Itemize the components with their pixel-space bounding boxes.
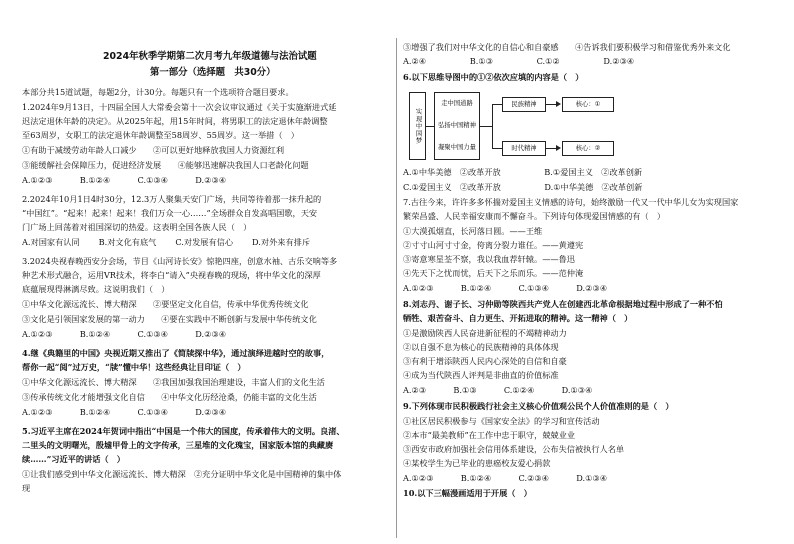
q6-stem: 6.以下思维导图中的①②依次应填的内容是（ ）	[403, 72, 584, 82]
q1-option-line: ①有助于减缓劳动年龄人口减少 ②可以更好地释放我国人力资源红利	[22, 145, 285, 155]
q9-option-line: ②本市“最美教师”在工作中忠于职守，兢兢业业	[403, 430, 576, 440]
q7-choices: A.①②③ B.①②④ C.①③④ D.②③④	[403, 283, 608, 293]
q5-choices: A.②④ B.①③ C.①② D.②③④	[403, 56, 635, 66]
instructions: 本部分共15道试题，每题2分，计30分。每题只有一个选项符合题目要求。	[22, 87, 294, 97]
q5-option-line: ①让我们感受到中华文化源远流长、博大精深 ②充分证明中华文化是中国精神的集中体	[22, 469, 342, 479]
q1-stem-line: 迟法定退休年龄的决定》。从2025年起，用15年时间，将男职工的法定退休年龄调整	[22, 116, 328, 126]
connector-line	[492, 104, 502, 105]
q3-stem-line: 底蕴展现得淋漓尽致。这说明我们（ ）	[22, 284, 170, 294]
q9-choices: A.①②③ B.①②④ C.②③④ D.①③④	[403, 473, 608, 483]
diagram-mid-item: 凝聚中国力量	[438, 144, 476, 151]
q8-option-line: ②以自强不息为核心的民族精神的具体体现	[403, 342, 559, 352]
q9-option-line: ①社区居民积极参与《国家安全法》的学习和宣传活动	[403, 416, 600, 426]
q3-stem-line: 3.2024央视春晚西安分会场，节目《山河诗长安》惊艳四座，创意水袖、古乐交响等多	[22, 256, 338, 266]
q5-stem-line: 续……”习近平的讲话（ ）	[22, 454, 125, 464]
q4-option-line: ①中华文化源远流长、博大精深 ②我国加强我国治理建设，丰富人们的文化生活	[22, 377, 325, 387]
q8-option-line: ③有利于增添陕西人民内心深处的自信和自豪	[403, 356, 567, 366]
q7-option-line: ②寸寸山河寸寸金，侉离分裂力谁任。——黄遵宪	[403, 240, 584, 250]
diagram-spirit-box: 时代精神	[502, 141, 546, 156]
section-heading: 第一部分（选择题 共30分）	[150, 67, 276, 78]
q1-stem-line: 1.2024年9月13日，十四届全国人大常委会第十一次会议审议通过《关于实施渐进式延	[22, 102, 337, 112]
q2-choices: A.对国家有认同 B.对文化有底气 C.对发展有信心 D.对外来有排斥	[22, 237, 311, 247]
diagram-spirit-box: 民族精神	[502, 97, 546, 112]
q7-option-line: ④先天下之忧而忧，后天下之乐而乐。——范仲淹	[403, 268, 584, 278]
q2-stem-line: “中国红”。“起来！起来！起来！我们万众一心……”全场群众自发高唱国歌，天安	[22, 208, 318, 218]
q2-stem-line: 门广场上回荡着对祖国深切的热爱。这表明全国各族人民（ ）	[22, 222, 252, 232]
connector-line	[492, 148, 502, 149]
q6-option-line: C.①爱国主义 ②改革开放 D.①中华美德 ②改革创新	[403, 182, 643, 192]
connector-line	[480, 126, 492, 127]
diagram-root-box: 实现中国梦	[409, 92, 426, 160]
exam-title: 2024年秋季学期第二次月考九年级道德与法治试题	[103, 51, 317, 62]
arrow-head-icon	[556, 101, 561, 107]
q1-option-line: ③能缓解社会保障压力，促进经济发展 ④能够迅速解决我国人口老龄化问题	[22, 160, 309, 170]
q4-choices: A.①②③ B.①②④ C.①③④ D.②③④	[22, 407, 227, 417]
q3-option-line: ③文化是引领国家发展的第一动力 ④要在实践中不断创新与发展中华传统文化	[22, 314, 317, 324]
diagram-mid-item: 弘扬中国精神	[438, 122, 476, 129]
q8-stem-line: 牺牲、艰苦奋斗、自力更生、开拓进取的精神。这一精神（ ）	[403, 313, 633, 323]
arrow-head-icon	[556, 145, 561, 151]
q5-stem-line: 5.习近平主席在2024年贺词中指出“中国是一个伟大的国度，传承着伟大的文明。良渚、	[22, 426, 345, 436]
q1-choices: A.①②③ B.①②④ C.①③④ D.②③④	[22, 175, 227, 185]
q7-stem-line: 繁荣昌盛、人民幸福安康而不懈奋斗。下列诗句体现爱国情感的有（ ）	[403, 211, 666, 221]
q5-stem-line: 二里头的文明曙光，殷墟甲骨上的文字传承，三星堆的文化瑰宝，国家版本馆的典藏赓	[22, 440, 334, 450]
q9-option-line: ④某校学生为已毕业的患癌校友爱心捐款	[403, 458, 551, 468]
q7-option-line: ①大漠孤烟直，长河落日圆。——王维	[403, 226, 543, 236]
q8-option-line: ①是激励陕西人民奋进新征程的不竭精神动力	[403, 328, 567, 338]
mind-map-diagram	[409, 90, 649, 160]
diagram-mid-box	[434, 92, 480, 160]
q7-option-line: ③寄意寒星荃不察，我以我血荐轩辕。——鲁迅	[403, 254, 575, 264]
connector-line	[426, 126, 434, 127]
q7-stem-line: 7.古往今来，许许多多怀揣对爱国主义情感的诗句，始终激励一代又一代中华儿女为实现国家	[403, 197, 739, 207]
q2-stem-line: 2.2024年10月1日4时30分，12.3万人聚集天安门广场，共同等待着那一抹升起的	[22, 194, 322, 204]
q3-stem-line: 种艺术形式融合，运用VR技术，将李白“请入”央视春晚的现场，将中华文化的深厚	[22, 270, 321, 280]
q4-stem-line: 4.继《典籍里的中国》央视近期又推出了《简牍探中华》，通过演绎进越时空的故事，	[22, 348, 330, 358]
q1-stem-line: 至63周岁，女职工的法定退休年龄调整至58周岁、55周岁。这一举措（ ）	[22, 130, 299, 140]
q8-stem-line: 8.刘志丹、谢子长、习仲勋等陕西共产党人在创建西北革命根据地过程中形成了一种不怕	[403, 299, 723, 309]
q8-choices: A.②③ B.①③ C.①②④ D.①③④	[403, 385, 593, 395]
q9-option-line: ③西安市政府加强社会信用体系建设，公布失信被执行人名单	[403, 444, 625, 454]
q5-option-line: 现	[22, 483, 31, 493]
q4-stem-line: 帮你一起“阅”过万史，“牍”懂中华！这些经典让目印证（ ）	[22, 362, 246, 372]
q3-option-line: ①中华文化源远流长、博大精深 ②要坚定文化自信，传承中华优秀传统文化	[22, 299, 309, 309]
diagram-core-box: 核心：②	[562, 141, 614, 156]
q3-choices: A.①②③ B.①②④ C.①③④ D.②③④	[22, 329, 227, 339]
right-column	[397, 0, 794, 544]
q10-stem: 10.以下三幅漫画适用于开展（ ）	[403, 488, 532, 498]
connector-line	[492, 104, 493, 148]
diagram-core-box: 核心：①	[562, 97, 614, 112]
diagram-mid-item: 走中国道路	[441, 100, 473, 107]
q8-option-line: ④成为当代陕西人评判是非曲直的价值标准	[403, 370, 559, 380]
q5-option-line: ③增强了我们对中华文化的自信心和自豪感 ④告诉我们要积极学习和借鉴优秀外来文化	[403, 42, 731, 52]
q4-option-line: ③传承传统文化才能增强文化自信 ④中华文化历经沧桑，仍能丰富的文化生活	[22, 392, 317, 402]
q9-stem: 9.下列体现市民积极践行社会主义核心价值观公民个人价值准则的是（ ）	[403, 401, 674, 411]
q6-option-line: A.①中华美德 ②改革开放 B.①爱国主义 ②改革创新	[403, 167, 643, 177]
